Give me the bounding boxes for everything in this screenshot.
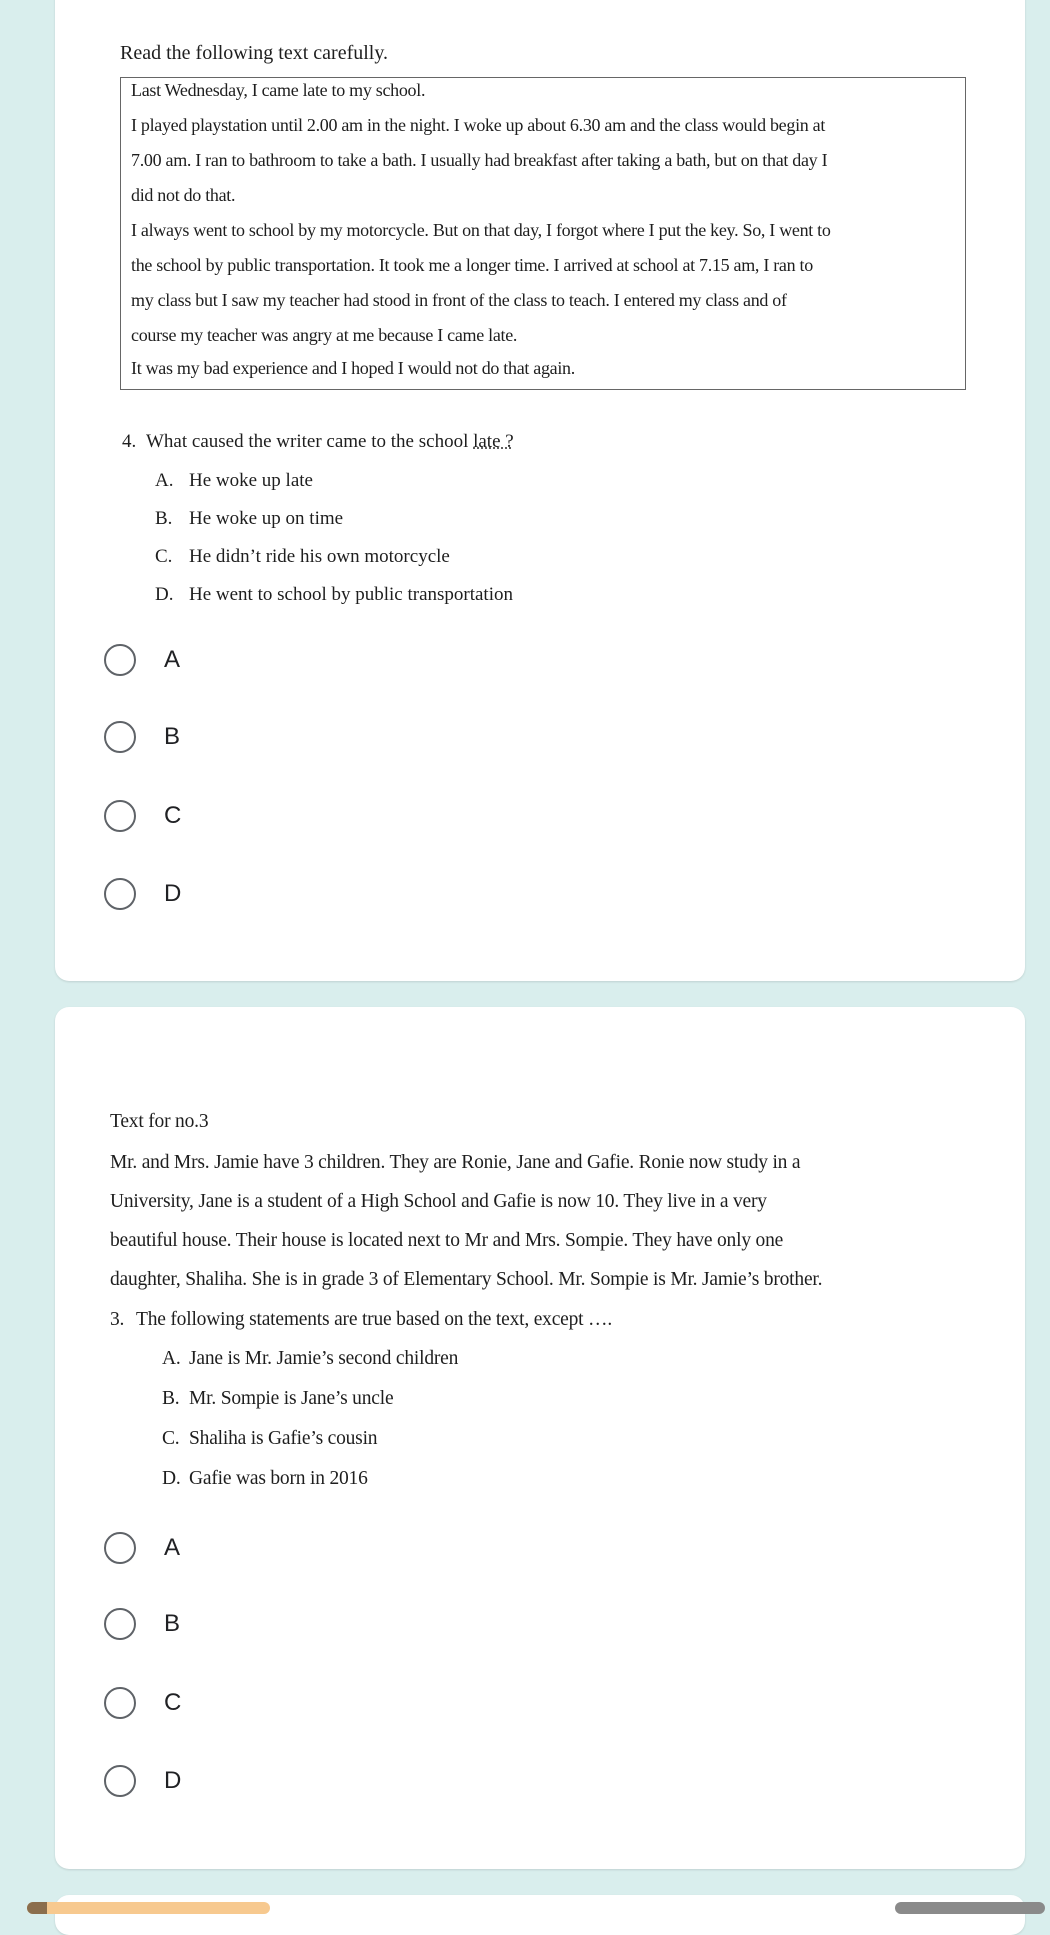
radio-option-a[interactable] [104,1532,136,1564]
passage-line: It was my bad experience and I hoped I would not do that again. [131,358,575,378]
radio-label-b[interactable]: B [164,723,181,750]
passage-line: the school by public transportation. It took me a longer time. I arrived at school at 7.15 am, I ran to [131,255,813,275]
passage-box [120,77,966,390]
question-text-main: What caused the writer came to the school [146,431,469,452]
option-letter: C. [155,546,173,567]
question-card-4 [55,0,1025,981]
question-text-late: late ? [473,431,514,452]
option-letter: C. [162,1428,180,1449]
radio-option-b[interactable] [104,1608,136,1640]
option-letter: A. [162,1348,181,1369]
passage-line: I played playstation until 2.00 am in the night. I woke up about 6.30 am and the class would begin at [131,115,826,135]
radio-option-d[interactable] [104,878,136,910]
option-text: Jane is Mr. Jamie’s second children [189,1348,459,1369]
radio-option-d[interactable] [104,1765,136,1797]
radio-option-b[interactable] [104,721,136,753]
passage-line: my class but I saw my teacher had stood in front of the class to teach. I entered my class and of [131,290,787,310]
bottom-toolbar-right[interactable] [895,1902,1045,1914]
option-text: He woke up on time [189,508,344,529]
option-text: Shaliha is Gafie’s cousin [189,1428,378,1449]
option-text: Mr. Sompie is Jane’s uncle [189,1388,394,1409]
bottom-toolbar-left[interactable] [27,1902,270,1914]
option-letter: B. [155,508,173,529]
radio-label-d[interactable]: D [164,1767,182,1794]
option-letter: D. [162,1468,181,1489]
radio-label-c[interactable]: C [164,1689,182,1716]
instruction-text: Read the following text carefully. [120,42,389,64]
passage-line: 7.00 am. I ran to bathroom to take a bath. I usually had breakfast after taking a bath, but on that day I [131,150,828,170]
passage-line: Last Wednesday, I came late to my school. [131,80,426,100]
radio-option-c[interactable] [104,800,136,832]
passage-line: did not do that. [131,185,236,205]
passage-line: I always went to school by my motorcycle. But on that day, I forgot where I put the key. So, I went to [131,220,831,240]
passage-line: Mr. and Mrs. Jamie have 3 children. They are Ronie, Jane and Gafie. Ronie now study in a [110,1152,801,1173]
radio-label-a[interactable]: A [164,1534,181,1561]
passage-line: daughter, Shaliha. She is in grade 3 of Elementary School. Mr. Sompie is Mr. Jamie’s brother. [110,1269,823,1290]
option-letter: B. [162,1388,180,1409]
question-text [146,431,514,453]
radio-label-d[interactable]: D [164,880,182,907]
radio-label-b[interactable]: B [164,1610,181,1637]
option-letter: D. [155,584,174,605]
radio-option-c[interactable] [104,1687,136,1719]
next-card [55,1895,1025,1935]
option-text: Gafie was born in 2016 [189,1468,368,1489]
passage-line: course my teacher was angry at me because I came late. [131,325,518,345]
passage-line: beautiful house. Their house is located next to Mr and Mrs. Sompie. They have only one [110,1230,784,1251]
option-text: He didn’t ride his own motorcycle [189,546,450,567]
question-text: The following statements are true based on the text, except …. [136,1309,613,1330]
option-text: He went to school by public transportation [189,584,513,605]
question-card-3 [55,1007,1025,1869]
question-number: 3. [110,1309,125,1330]
radio-option-a[interactable] [104,644,136,676]
radio-label-c[interactable]: C [164,802,182,829]
passage-title: Text for no.3 [110,1111,209,1132]
radio-label-a[interactable]: A [164,646,181,673]
option-text: He woke up late [189,470,313,491]
option-letter: A. [155,470,174,491]
question-number: 4. [122,431,137,452]
passage-line: University, Jane is a student of a High School and Gafie is now 10. They live in a very [110,1191,767,1212]
